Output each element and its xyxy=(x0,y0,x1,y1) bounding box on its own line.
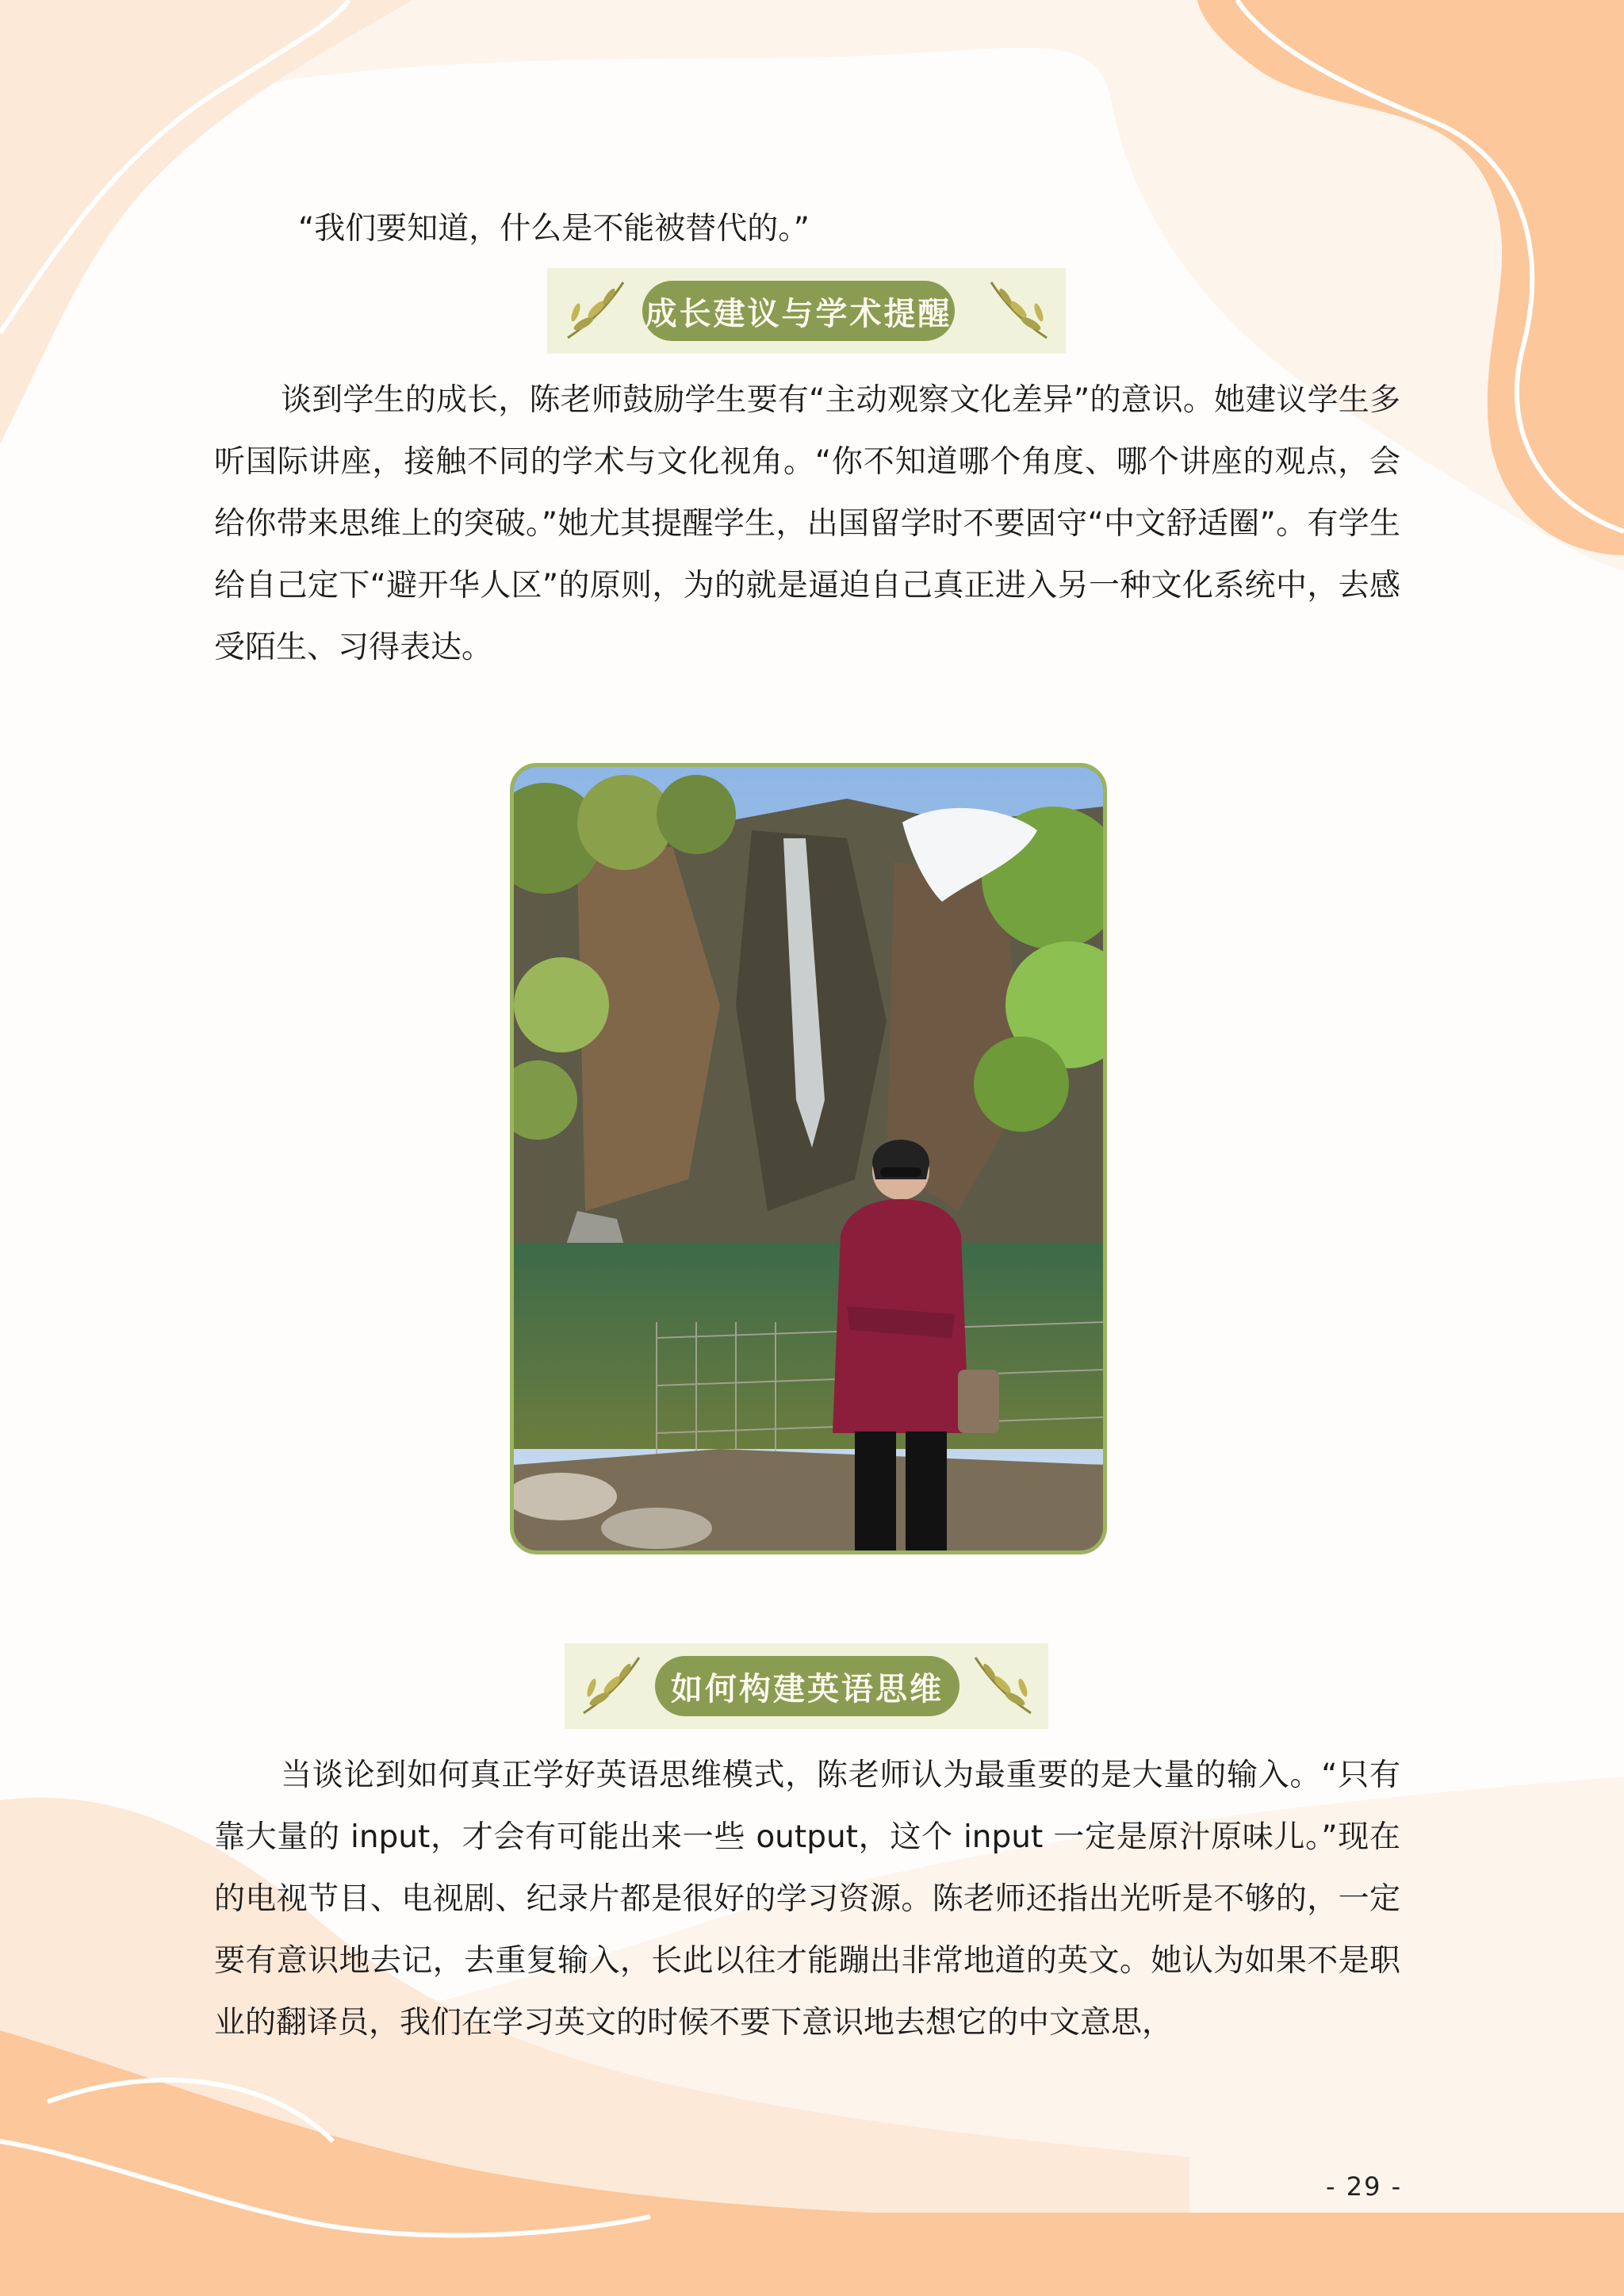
laurel-left-icon xyxy=(568,1650,655,1723)
quote-line: “我们要知道，什么是不能被替代的。” xyxy=(298,211,810,247)
page-number: - 29 - xyxy=(1326,2171,1403,2202)
section-heading-banner xyxy=(547,268,1066,354)
laurel-right-icon xyxy=(959,1650,1047,1723)
section-heading: 如何构建英语思维 xyxy=(655,1656,959,1716)
laurel-left-icon xyxy=(552,274,639,347)
portrait-photo xyxy=(510,763,1107,1554)
section-heading: 成长建议与学术提醒 xyxy=(642,281,955,341)
section-heading-banner xyxy=(565,1643,1048,1729)
section-paragraph: 当谈论到如何真正学好英语思维模式，陈老师认为最重要的是大量的输入。“只有靠大量的 input，才会有可能出来一些 output，这个 input 一定是原汁原味儿。”现在的电视节目、电视剧、纪录片都是很好的学习资源。陈老师还指出光听是不够的，一定要有意识地去记，去重复输入，长此以往才能蹦出非常地道的英文。她认为如果不是职业的翻译员，我们在学习英文的时候不要下意识地去想它的中文意思， xyxy=(214,1757,1400,2041)
section-paragraph: 谈到学生的成长，陈老师鼓励学生要有“主动观察文化差异”的意识。她建议学生多听国际讲座，接触不同的学术与文化视角。“你不知道哪个角度、哪个讲座的观点，会给你带来思维上的突破。”她尤其提醒学生，出国留学时不要固守“中文舒适圈”。有学生给自己定下“避开华人区”的原则，为的就是逼迫自己真正进入另一种文化系统中，去感受陌生、习得表达。 xyxy=(214,382,1400,665)
laurel-right-icon xyxy=(975,274,1063,347)
